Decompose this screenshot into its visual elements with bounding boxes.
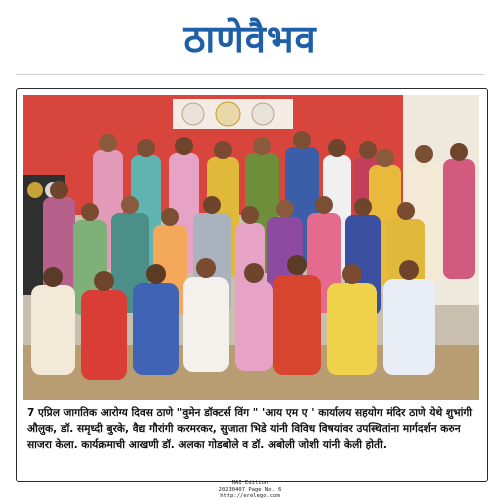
masthead: [0, 8, 500, 70]
edition-label: MAI Edition: [231, 480, 269, 486]
group-photo: [23, 95, 479, 400]
source-url: http://erelego.com: [220, 493, 280, 499]
date-page-label: 20230407 Page No. 6: [218, 486, 282, 493]
group-photo-image: [23, 95, 479, 400]
photo-caption: 7 एप्रिल जागतिक आरोग्य दिवस ठाणे "वुमेन डॉक्टर्स विंग " 'आय एम ए ' कार्यालय सहयोग मंदिर ठाणे येथे शुभांगी औलुक, डॉ. समृध्दी बुरके, वैद्य गौरांगी करमरकर, सुजाता भिडे यांनी विविध विषयांवर उपस्थितांना मार्गदर्शन करुन साजरा केला. कार्यक्रमाची आखणी डॉ. अलका गोडबोले व डॉ. अबोली जोशी यांनी केली होती.: [27, 407, 473, 451]
newspaper-title: ठाणेवैभव: [183, 17, 317, 61]
page-footer: [0, 480, 500, 500]
news-clipping: [16, 88, 488, 482]
masthead-divider: [16, 74, 484, 75]
